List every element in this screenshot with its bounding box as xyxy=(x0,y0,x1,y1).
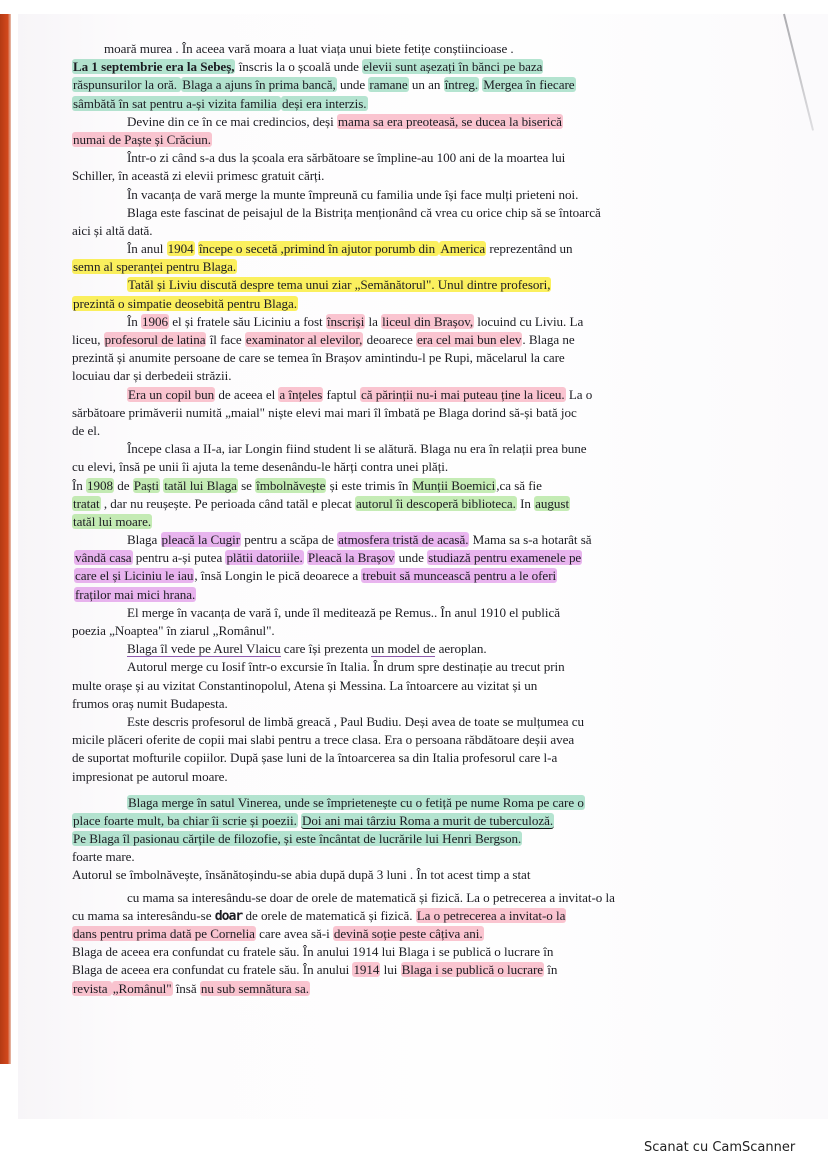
highlight-pink: numai de Paște și Crăciun. xyxy=(73,131,211,147)
highlight-yellow: America xyxy=(440,241,486,257)
text-line: revista „Românul" însă nu sub semnătura sa. xyxy=(73,980,309,996)
highlight-green: Munții Boemici xyxy=(412,477,496,493)
highlight-green: 1908 xyxy=(87,477,114,493)
highlight-magenta: care el și Liciniu le iau xyxy=(75,568,194,584)
highlight-teal: răspunsurilor la oră. xyxy=(73,77,181,93)
text-line: Blaga de aceea era confundat cu fratele său. În anului 1914 lui Blaga i se publică o lucrare în xyxy=(72,962,558,978)
text-line: frumos oraș numit Budapesta. xyxy=(72,695,228,711)
text-line: La 1 septembrie era la Sebeș, înscris la o școală unde elevii sunt așezați în bănci pe baza xyxy=(73,59,543,75)
highlight-pink: că părinții nu-i mai puteau ține la liceu. xyxy=(360,386,565,402)
text-line: de el. xyxy=(72,422,101,438)
highlight-pink: „Românul" xyxy=(112,980,172,996)
underline-purple: Blaga îl vede pe Aurel Vlaicu xyxy=(127,641,281,657)
highlight-pink: Era un copil bun xyxy=(128,386,215,402)
document-body xyxy=(72,40,744,998)
text-line: vândă casa pentru a-și putea plătii datoriile. Pleacă la Brașov unde studiază pentru examenele pe xyxy=(75,550,582,566)
highlight-teal: ramane xyxy=(369,77,408,93)
highlight-teal: Mergea în fiecare xyxy=(483,77,575,93)
highlight-pink: înscriși xyxy=(326,313,365,329)
highlight-pink: examinator al elevilor, xyxy=(245,332,363,347)
highlight-pink: profesorul de latina xyxy=(104,332,206,347)
highlight-magenta: atmosfera tristă de acasă. xyxy=(338,532,469,548)
text-line: Devine din ce în ce mai credincios, deși mama sa era preoteasă, se ducea la biserică xyxy=(127,113,562,129)
highlight-pink: nu sub semnătura sa. xyxy=(200,980,309,996)
handwritten-correction: doar xyxy=(214,908,243,924)
text-line: El merge în vacanța de vară î, unde îl meditează pe Remus.. În anul 1910 el publică xyxy=(127,604,561,620)
highlight-magenta: studiază pentru examenele pe xyxy=(428,550,582,566)
text-line: Într-o zi când s-a dus la școala era sărbătoare se împline-au 100 ani de la moartea lui xyxy=(127,150,566,166)
text-line: prezintă și anumite persoane de care se temea în Brașov amintindu-l pe Rupi, măcelarul la care xyxy=(72,350,565,366)
highlight-green: Paști xyxy=(133,477,159,493)
text-line: sărbătoare primăverii numită „maial" niște elevi mai mari îl îmbată pe Blaga dorind să-și bată joc xyxy=(72,404,577,420)
highlight-teal: place foarte mult, ba chiar îi scrie și poezii. xyxy=(73,812,297,828)
highlight-pink: devină soție peste câțiva ani. xyxy=(333,926,483,941)
highlight-pink: La o petrecerea a invitat-o la xyxy=(416,907,566,923)
highlight-teal: Pe Blaga îl pasionau cărțile de filozofie, și este încântat de lucrările lui Henri Bergson. xyxy=(73,831,522,847)
text-line xyxy=(72,812,744,830)
highlight-yellow: 1904 xyxy=(167,241,194,257)
text-line: În 1908 de Paști tatăl lui Blaga se îmbolnăvește și este trimis în Munții Boemici,ca să fie xyxy=(72,477,542,493)
text-line: care el și Liciniu le iau, însă Longin le pică deoarece a trebuit să muncească pentru a le oferi xyxy=(75,568,557,584)
highlight-teal: Blaga merge în satul Vinerea, unde se împrietenește cu o fetiță pe nume Roma pe care o xyxy=(128,794,584,810)
highlight-green: îmbolnăvește xyxy=(256,477,326,493)
text-line: cu elevi, însă pe unii îi ajuta la teme desenându-le hărți contra unei plăți. xyxy=(72,459,449,475)
text-line: moară murea . În aceea vară moara a luat viața unui biete fetițe conștiincioase . xyxy=(104,41,514,56)
text-line: În 1906 el și fratele său Liciniu a fost înscriși la liceul din Brașov, locuind cu Liviu. La xyxy=(127,313,584,329)
text-line: Blaga pleacă la Cugir pentru a scăpa de atmosfera tristă de acasă. Mama sa s-a hotarât să xyxy=(127,532,592,548)
highlight-green: tratat xyxy=(73,495,100,511)
underlined-highlight: Doi ani mai târziu Roma a murit de tuberculoză. xyxy=(302,812,554,828)
text-line: Autorul merge cu Iosif într-o excursie în Italia. În drum spre destinație au trecut prin xyxy=(127,659,565,675)
highlight-yellow: Tatăl și Liviu discută despre tema unui ziar „Semănătorul". Unul dintre profesori, xyxy=(128,277,551,293)
text-line: liceu, profesorul de latina îl face examinator al elevilor, deoarece era cel mai bun elev. Blaga ne xyxy=(72,332,575,347)
text-line xyxy=(104,794,744,812)
text-line xyxy=(72,95,744,113)
highlight-pink: dans pentru prima dată pe Cornelia xyxy=(73,926,255,941)
highlight-teal: La 1 septembrie era la Sebeș, xyxy=(73,59,235,75)
text-line: multe orașe și au vizitat Constantinopolul, Atena și Messina. La întoarcere au vizitat și un xyxy=(72,677,538,693)
highlight-pink: Blaga i se publică o lucrare xyxy=(401,962,544,978)
text-line: locuiau dar și derbedeii străzii. xyxy=(72,368,232,384)
text-line: cu mama sa interesându-se doar de orele de matematică și fizică. La o petrecerea a invitat-o la xyxy=(72,907,566,924)
highlight-teal: Blaga a ajuns în prima bancă, xyxy=(182,77,336,93)
scanner-watermark: Scanat cu CamScanner xyxy=(644,1140,796,1155)
text-line: Blaga îl vede pe Aurel Vlaicu care își prezenta un model de aeroplan. xyxy=(127,641,487,657)
text-line: Era un copil bun de aceea el a înțeles faptul că părinții nu-i mai puteau ține la liceu. La o xyxy=(128,386,593,402)
highlight-pink: a înțeles xyxy=(279,386,323,402)
text-line xyxy=(72,830,744,848)
highlight-magenta: vândă casa xyxy=(75,550,132,566)
text-line: dans pentru prima dată pe Cornelia care avea să-i devină soție peste câțiva ani. xyxy=(73,926,483,941)
highlight-pink: liceul din Brașov, xyxy=(382,313,474,329)
text-line: impresionat pe autorul moare. xyxy=(72,768,228,784)
highlight-yellow: prezintă o simpatie deosebită pentru Blaga. xyxy=(73,295,298,311)
text-line xyxy=(74,586,744,604)
text-line: tratat , dar nu reușește. Pe perioada când tatăl e plecat autorul îi descoperă biblioteca. In august xyxy=(73,495,570,511)
text-line: Blaga este fascinat de peisajul de la Bistrița menționând că vrea cu orice chip să se întoarcă xyxy=(127,204,601,220)
highlight-green: tatăl lui Blaga xyxy=(164,477,237,493)
highlight-green: autorul îi descoperă biblioteca. xyxy=(356,495,516,511)
text-line: micile plăceri oferite de copii mai slabi pentru a trece clasa. Era o persoana răbdătoare deșii avea xyxy=(72,732,575,748)
highlight-pink: mama sa era preoteasă, se ducea la biserică xyxy=(337,113,562,129)
text-line: Începe clasa a II-a, iar Longin fiind student li se alătură. Blaga nu era în relații prea bune xyxy=(127,441,587,457)
text-line: cu mama sa interesându-se doar de orele de matematică și fizică. La o petrecerea a invitat-o la xyxy=(127,889,615,905)
text-line: Blaga de aceea era confundat cu fratele său. În anului 1914 lui Blaga i se publică o lucrare în xyxy=(72,944,554,960)
highlight-magenta: pleacă la Cugir xyxy=(161,532,241,548)
text-line: de suportat mofturile copiilor. După șase luni de la întoarcerea sa din Italia profesorul care l-a xyxy=(72,750,558,766)
text-line: Autorul se îmbolnăvește, însănătoșindu-se abia după după 3 luni . În tot acest timp a stat xyxy=(72,867,531,883)
highlight-teal: întreg. xyxy=(444,77,479,93)
highlight-magenta: Pleacă la Brașov xyxy=(307,550,395,566)
highlight-teal: sâmbătă în sat pentru a-și vizita familia xyxy=(73,95,280,111)
highlight-magenta: plătii datoriile. xyxy=(226,550,303,566)
highlight-pink: era cel mai bun elev xyxy=(416,332,522,347)
text-line: Schiller, în această zi elevii primesc gratuit cărți. xyxy=(72,168,325,184)
text-line xyxy=(72,295,744,313)
highlight-green: august xyxy=(535,495,570,511)
text-line: foarte mare. xyxy=(72,849,135,865)
text-line: aici și altă dată. xyxy=(72,222,153,238)
page-edge-shadow xyxy=(0,14,11,1064)
highlight-magenta: fraților mai mici hrana. xyxy=(75,586,196,602)
text-line: În anul 1904 începe o secetă ,primind în ajutor porumb din America reprezentând un xyxy=(127,241,573,257)
highlight-magenta: trebuit să muncească pentru a le oferi xyxy=(362,568,557,584)
text-line: răspunsurilor la oră. Blaga a ajuns în prima bancă, unde ramane un an întreg. Mergea în fiecare xyxy=(73,77,575,93)
underline-purple: un model de xyxy=(371,641,436,657)
highlight-pink: revista xyxy=(73,980,111,996)
text-line: Este descris profesorul de limbă greacă , Paul Budiu. Deși avea de toate se mulțumea cu xyxy=(127,713,585,729)
highlight-teal: deși era interzis. xyxy=(281,95,367,111)
text-line xyxy=(104,276,744,294)
text-line: poezia „Noaptea" în ziarul „Românul". xyxy=(72,623,275,638)
highlight-pink: 1906 xyxy=(142,313,169,329)
highlight-yellow: începe o secetă ,primind în ajutor porumb din xyxy=(198,241,439,257)
text-line xyxy=(72,513,744,531)
text-line xyxy=(72,131,744,149)
highlight-teal: elevii sunt așezați în bănci pe baza xyxy=(363,59,543,75)
text-line: În vacanța de vară merge la munte împreună cu familia unde își face mulți prieteni noi. xyxy=(127,186,579,202)
highlight-pink: 1914 xyxy=(353,962,380,978)
text-line xyxy=(72,258,744,276)
highlight-green: tatăl lui moare. xyxy=(73,513,152,529)
highlight-yellow: semn al speranței pentru Blaga. xyxy=(73,259,237,275)
